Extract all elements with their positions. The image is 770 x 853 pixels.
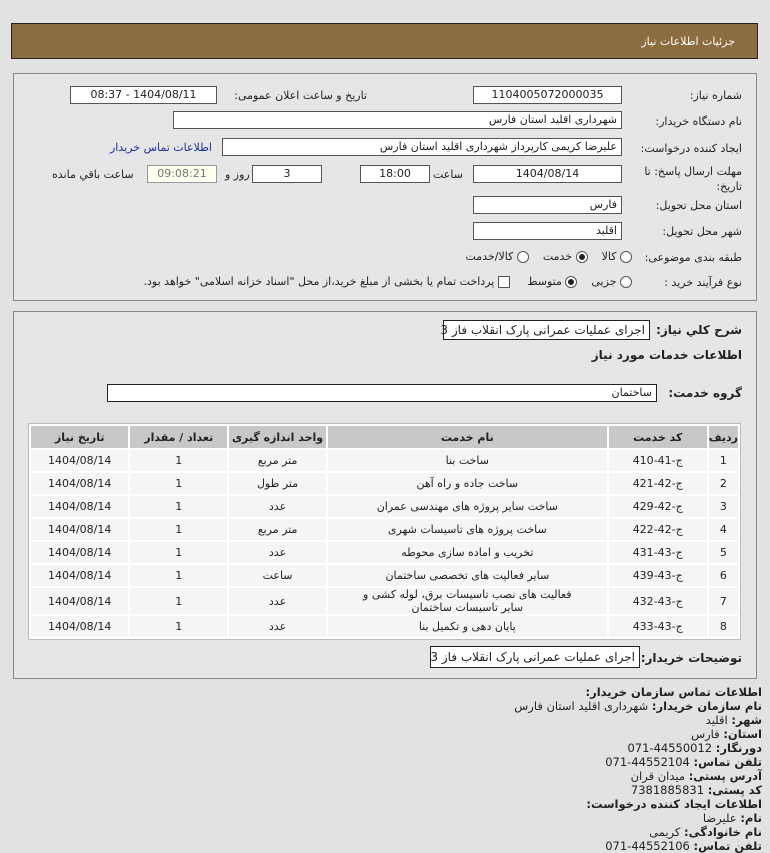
table-cell: عدد	[229, 616, 326, 637]
table-cell: 3	[709, 496, 738, 517]
need-number-field[interactable]: 1104005072000035	[473, 86, 622, 104]
table-cell: ج-43-431	[609, 542, 707, 563]
table-cell: 1404/08/14	[31, 542, 128, 563]
table-cell: 1	[130, 588, 227, 614]
buyer-org-label: نام دستگاه خریدار:	[655, 115, 742, 128]
table-cell: 6	[709, 565, 738, 586]
summary-field: اجرای عملیات عمرانی پارک انقلاب فاز 3	[443, 320, 650, 340]
contact-value: اقلید	[705, 713, 728, 727]
city-label: شهر محل تحویل:	[662, 225, 742, 238]
table-cell: ج-42-421	[609, 473, 707, 494]
table-cell: ج-43-432	[609, 588, 707, 614]
page-title: جزئیات اطلاعات نیاز	[641, 35, 735, 48]
buyer-notes-field: اجرای عملیات عمرانی پارک انقلاب فاز 3	[430, 646, 640, 668]
contact-value: 7381885831	[630, 783, 705, 797]
table-cell: تخریب و اماده سازی محوطه	[328, 542, 607, 563]
category-radio-group	[466, 250, 633, 263]
contact-line	[514, 741, 762, 755]
table-cell: 1404/08/14	[31, 565, 128, 586]
remaining-time-field: 09:08:21	[147, 165, 217, 183]
category-service-label: خدمت	[542, 250, 573, 263]
table-cell: ساخت جاده و راه آهن	[328, 473, 607, 494]
contact-line	[514, 839, 762, 853]
need-number-label: شماره نیاز:	[689, 89, 742, 102]
buyer-contact-link[interactable]: اطلاعات تماس خریدار	[110, 141, 212, 154]
table-row	[31, 542, 738, 563]
page-header	[11, 23, 758, 59]
days-field[interactable]: 3	[252, 165, 322, 183]
contact-line	[514, 713, 762, 727]
table-cell: ج-43-439	[609, 565, 707, 586]
table-cell: عدد	[229, 588, 326, 614]
contact-key: استان:	[723, 727, 762, 741]
table-row	[31, 565, 738, 586]
table-cell: عدد	[229, 496, 326, 517]
table-cell: 1	[130, 473, 227, 494]
table-cell: ج-42-422	[609, 519, 707, 540]
treasury-payment-checkbox[interactable]	[498, 276, 510, 288]
column-header: تاریخ نیاز	[31, 426, 128, 448]
contact-value: 44550012-071	[627, 741, 713, 755]
table-cell: 4	[709, 519, 738, 540]
table-cell: متر مربع	[229, 519, 326, 540]
table-row	[31, 519, 738, 540]
table-row	[31, 496, 738, 517]
contact-line	[514, 769, 762, 783]
category-goods-service-label: کالا/خدمت	[465, 250, 514, 263]
table-row	[31, 616, 738, 637]
table-cell: متر طول	[229, 473, 326, 494]
contact-line	[514, 797, 762, 811]
announce-field[interactable]: 1404/08/11 - 08:37	[70, 86, 217, 104]
contact-key: دورنگار:	[715, 741, 762, 755]
column-header: ردیف	[709, 426, 738, 448]
contact-value: علیرضا	[702, 811, 737, 825]
time-label: ساعت	[433, 168, 463, 181]
table-cell: 5	[709, 542, 738, 563]
creator-field[interactable]: علیرضا کریمی کارپرداز شهرداری اقلید استان فارس	[222, 138, 622, 156]
contact-value: میدان قران	[630, 769, 686, 783]
table-cell: 1404/08/14	[31, 450, 128, 471]
buyer-notes-label: توضیحات خریدار:	[640, 651, 742, 665]
contact-line	[514, 755, 762, 769]
contact-key: آدرس پستی:	[688, 769, 762, 783]
contact-value: فارس	[691, 727, 720, 741]
table-cell: ساعت	[229, 565, 326, 586]
contact-value: 44552104-071	[605, 755, 690, 769]
table-cell: 1	[130, 450, 227, 471]
contact-line	[514, 699, 762, 713]
contact-key: تلفن تماس:	[693, 755, 762, 769]
contact-key: نام:	[740, 811, 762, 825]
table-cell: عدد	[229, 542, 326, 563]
contact-key: نام سازمان خریدار:	[651, 699, 762, 713]
contact-line	[514, 825, 762, 839]
contact-key: شهر:	[731, 713, 762, 727]
table-cell: ج-41-410	[609, 450, 707, 471]
column-header: کد خدمت	[609, 426, 707, 448]
table-cell: ساخت سایر پروژه های مهندسی عمران	[328, 496, 607, 517]
contact-key: کد پستی:	[707, 783, 762, 797]
table-cell: ج-42-429	[609, 496, 707, 517]
buyer-org-field[interactable]: شهرداری اقلید استان فارس	[173, 111, 622, 129]
province-field[interactable]: فارس	[473, 196, 622, 214]
table-cell: متر مربع	[229, 450, 326, 471]
deadline-time-field[interactable]: 18:00	[360, 165, 430, 183]
contact-key: تلفن تماس:	[693, 839, 762, 853]
table-cell: 1	[130, 565, 227, 586]
table-cell: 1	[130, 616, 227, 637]
contact-line	[514, 811, 762, 825]
services-title: اطلاعات خدمات مورد نیاز	[591, 348, 742, 362]
category-label: طبقه بندی موضوعی:	[644, 251, 742, 264]
days-label: روز و	[225, 168, 250, 181]
table-cell: 1404/08/14	[31, 519, 128, 540]
contact-value: شهرداری اقلید استان فارس	[514, 699, 649, 713]
deadline-date-field[interactable]: 1404/08/14	[473, 165, 622, 183]
service-group-label: گروه خدمت:	[668, 386, 742, 400]
column-header: تعداد / مقدار	[130, 426, 227, 448]
process-minor-label: جزیی	[591, 275, 617, 288]
services-table	[28, 423, 741, 640]
table-cell: 1	[130, 542, 227, 563]
table-row	[31, 450, 738, 471]
table-cell: 1	[130, 496, 227, 517]
table-cell: ساخت پروژه های تاسیسات شهری	[328, 519, 607, 540]
table-cell: 1404/08/14	[31, 588, 128, 614]
city-field[interactable]: اقلید	[473, 222, 622, 240]
table-cell: 1404/08/14	[31, 616, 128, 637]
process-label: نوع فرآیند خرید :	[664, 276, 742, 289]
table-header-row	[31, 426, 738, 448]
contact-key: اطلاعات ایجاد کننده درخواست:	[586, 797, 762, 811]
process-radio-group	[144, 275, 632, 288]
table-cell: 8	[709, 616, 738, 637]
announce-label: تاریخ و ساعت اعلان عمومی:	[234, 89, 367, 102]
table-cell: 1	[130, 519, 227, 540]
contact-line	[514, 685, 762, 699]
remaining-label: ساعت باقي مانده	[52, 168, 134, 181]
table-cell: فعالیت های نصب تاسیسات برق، لوله کشی و سایر تاسیسات ساختمان	[328, 588, 607, 614]
service-group-field: ساختمان	[107, 384, 657, 402]
process-radio-minor[interactable]	[620, 276, 632, 288]
deadline-label: مهلت ارسال پاسخ: تا تاریخ:	[644, 165, 742, 193]
process-medium-label: متوسط	[527, 275, 562, 288]
contact-value: کریمی	[649, 825, 681, 839]
category-radio-service[interactable]	[576, 251, 588, 263]
table-cell: 2	[709, 473, 738, 494]
contact-line	[514, 727, 762, 741]
category-radio-goods-service[interactable]	[517, 251, 529, 263]
contact-info	[514, 685, 762, 853]
process-radio-medium[interactable]	[565, 276, 577, 288]
table-cell: 1404/08/14	[31, 473, 128, 494]
table-cell: ج-43-433	[609, 616, 707, 637]
table-row	[31, 588, 738, 614]
column-header: نام خدمت	[328, 426, 607, 448]
summary-label: شرح کلي نیاز:	[656, 323, 742, 337]
category-goods-label: کالا	[601, 250, 617, 263]
payment-note: پرداخت تمام یا بخشی از مبلغ خرید،از محل "اسناد خزانه اسلامی" خواهد بود.	[143, 275, 495, 288]
table-cell: 7	[709, 588, 738, 614]
column-header: واحد اندازه گیری	[229, 426, 326, 448]
creator-label: ایجاد کننده درخواست:	[640, 142, 742, 155]
table-cell: 1404/08/14	[31, 496, 128, 517]
contact-value: 44552106-071	[605, 839, 690, 853]
table-row	[31, 473, 738, 494]
table-cell: 1	[709, 450, 738, 471]
table-cell: سایر فعالیت های تخصصی ساختمان	[328, 565, 607, 586]
province-label: استان محل تحویل:	[655, 199, 742, 212]
table-cell: ساخت بنا	[328, 450, 607, 471]
contact-key: اطلاعات تماس سازمان خریدار:	[585, 685, 762, 699]
table-cell: پایان دهی و تکمیل بنا	[328, 616, 607, 637]
contact-key: نام خانوادگی:	[684, 825, 762, 839]
category-radio-goods[interactable]	[620, 251, 632, 263]
contact-line	[514, 783, 762, 797]
